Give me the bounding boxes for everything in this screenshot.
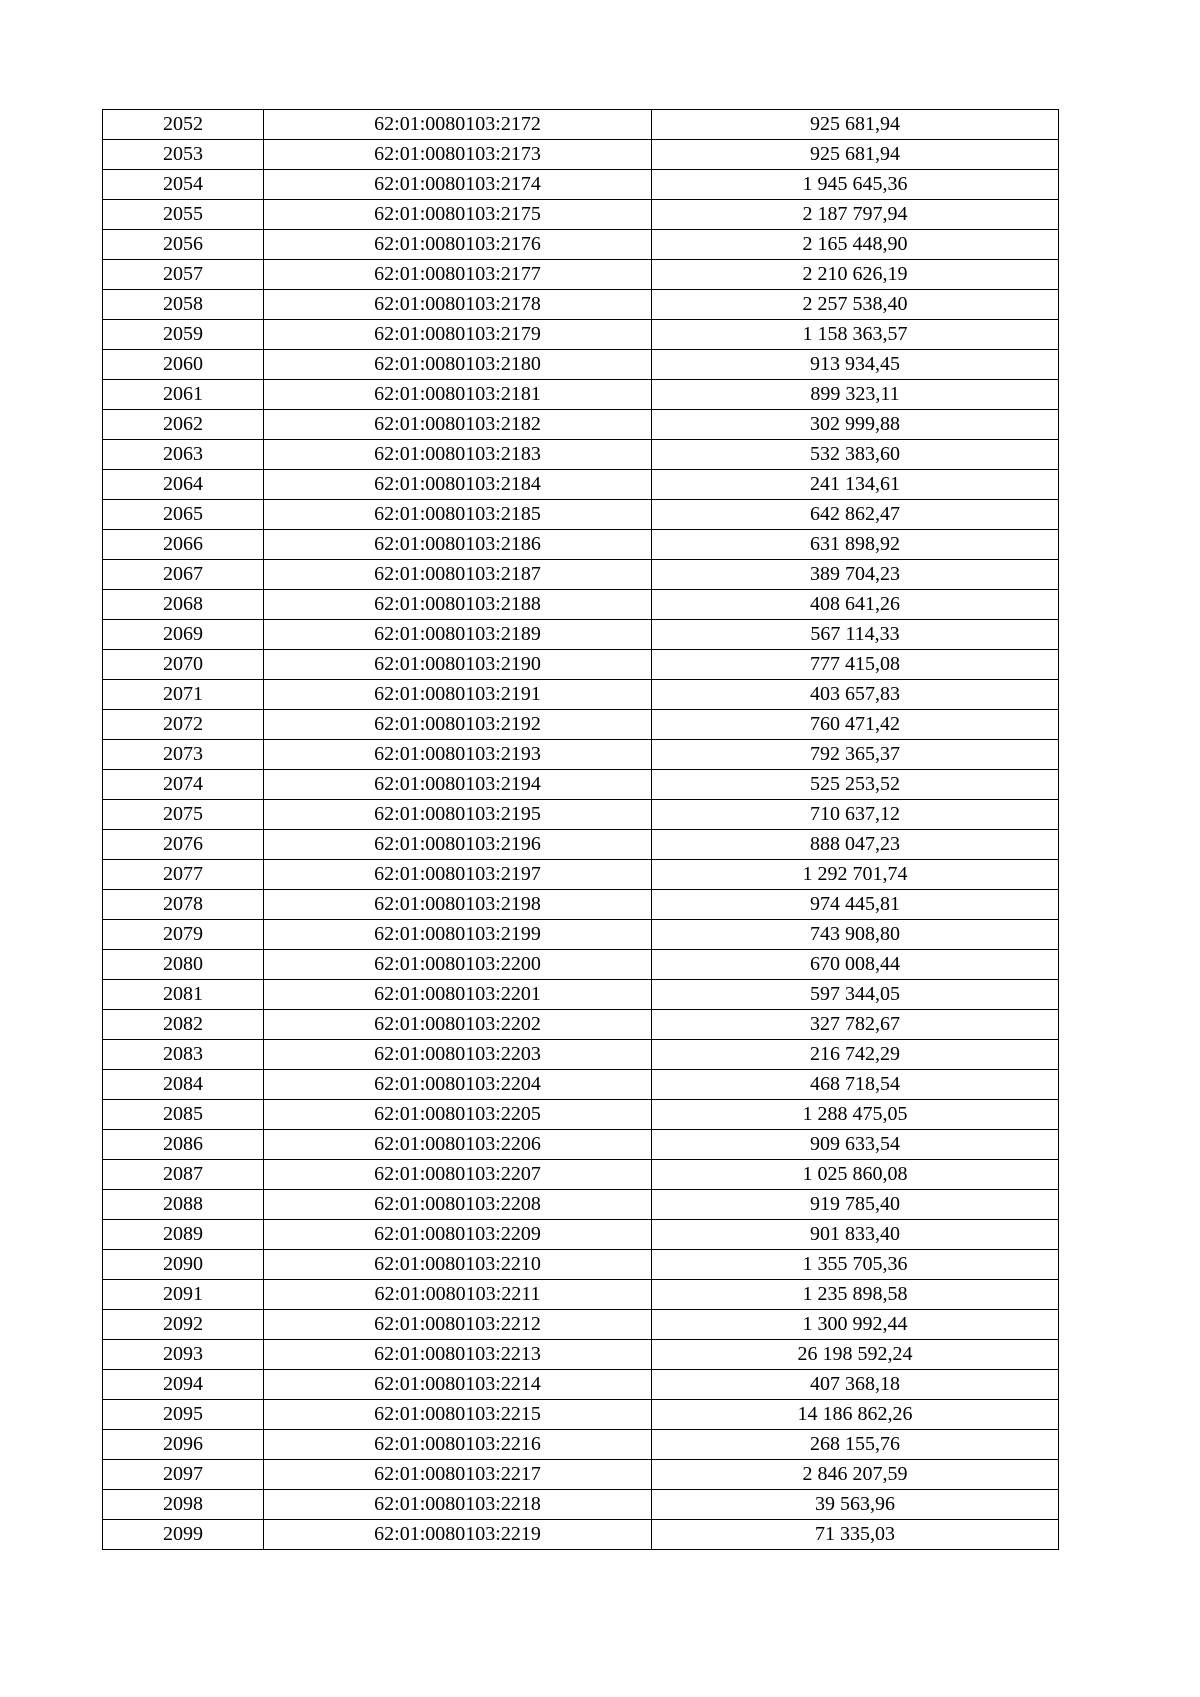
cadastral-number-cell: 62:01:0080103:2214: [264, 1370, 652, 1400]
table-row: [103, 1160, 1059, 1190]
cadastral-value-cell: 2 257 538,40: [652, 290, 1059, 320]
row-number-cell: 2072: [103, 710, 264, 740]
cadastral-number-cell: 62:01:0080103:2210: [264, 1250, 652, 1280]
cadastral-number-cell: 62:01:0080103:2172: [264, 110, 652, 140]
cadastral-value-cell: 532 383,60: [652, 440, 1059, 470]
cadastral-value-cell: 408 641,26: [652, 590, 1059, 620]
cadastral-number-cell: 62:01:0080103:2175: [264, 200, 652, 230]
table-row: [103, 260, 1059, 290]
cadastral-value-cell: 1 945 645,36: [652, 170, 1059, 200]
cadastral-number-cell: 62:01:0080103:2180: [264, 350, 652, 380]
cadastral-value-cell: 71 335,03: [652, 1520, 1059, 1550]
table-row: [103, 1340, 1059, 1370]
table-row: [103, 1040, 1059, 1070]
row-number-cell: 2061: [103, 380, 264, 410]
table-row: [103, 920, 1059, 950]
cadastral-number-cell: 62:01:0080103:2197: [264, 860, 652, 890]
cadastral-value-cell: 2 846 207,59: [652, 1460, 1059, 1490]
row-number-cell: 2084: [103, 1070, 264, 1100]
cadastral-number-cell: 62:01:0080103:2194: [264, 770, 652, 800]
cadastral-value-cell: 1 158 363,57: [652, 320, 1059, 350]
table-row: [103, 770, 1059, 800]
cadastral-value-cell: 777 415,08: [652, 650, 1059, 680]
cadastral-value-cell: 925 681,94: [652, 140, 1059, 170]
row-number-cell: 2071: [103, 680, 264, 710]
cadastral-value-cell: 26 198 592,24: [652, 1340, 1059, 1370]
cadastral-number-cell: 62:01:0080103:2184: [264, 470, 652, 500]
cadastral-number-cell: 62:01:0080103:2192: [264, 710, 652, 740]
cadastral-number-cell: 62:01:0080103:2190: [264, 650, 652, 680]
row-number-cell: 2059: [103, 320, 264, 350]
cadastral-value-cell: 743 908,80: [652, 920, 1059, 950]
row-number-cell: 2066: [103, 530, 264, 560]
cadastral-number-cell: 62:01:0080103:2173: [264, 140, 652, 170]
row-number-cell: 2076: [103, 830, 264, 860]
cadastral-value-cell: 913 934,45: [652, 350, 1059, 380]
cadastral-value-cell: 216 742,29: [652, 1040, 1059, 1070]
row-number-cell: 2082: [103, 1010, 264, 1040]
cadastral-value-cell: 567 114,33: [652, 620, 1059, 650]
table-row: [103, 200, 1059, 230]
row-number-cell: 2067: [103, 560, 264, 590]
cadastral-number-cell: 62:01:0080103:2203: [264, 1040, 652, 1070]
cadastral-value-cell: 39 563,96: [652, 1490, 1059, 1520]
row-number-cell: 2087: [103, 1160, 264, 1190]
table-row: [103, 470, 1059, 500]
table-row: [103, 1130, 1059, 1160]
cadastral-number-cell: 62:01:0080103:2178: [264, 290, 652, 320]
cadastral-number-cell: 62:01:0080103:2174: [264, 170, 652, 200]
cadastral-number-cell: 62:01:0080103:2218: [264, 1490, 652, 1520]
table-row: [103, 230, 1059, 260]
cadastral-value-cell: 760 471,42: [652, 710, 1059, 740]
row-number-cell: 2083: [103, 1040, 264, 1070]
row-number-cell: 2088: [103, 1190, 264, 1220]
cadastral-number-cell: 62:01:0080103:2200: [264, 950, 652, 980]
row-number-cell: 2081: [103, 980, 264, 1010]
table-row: [103, 350, 1059, 380]
row-number-cell: 2062: [103, 410, 264, 440]
cadastral-number-cell: 62:01:0080103:2179: [264, 320, 652, 350]
row-number-cell: 2090: [103, 1250, 264, 1280]
cadastral-value-cell: 642 862,47: [652, 500, 1059, 530]
cadastral-number-cell: 62:01:0080103:2209: [264, 1220, 652, 1250]
row-number-cell: 2069: [103, 620, 264, 650]
row-number-cell: 2085: [103, 1100, 264, 1130]
table-row: [103, 1520, 1059, 1550]
row-number-cell: 2068: [103, 590, 264, 620]
row-number-cell: 2079: [103, 920, 264, 950]
row-number-cell: 2077: [103, 860, 264, 890]
cadastral-value-cell: 14 186 862,26: [652, 1400, 1059, 1430]
cadastral-number-cell: 62:01:0080103:2183: [264, 440, 652, 470]
cadastral-value-cell: 2 165 448,90: [652, 230, 1059, 260]
cadastral-value-cell: 2 210 626,19: [652, 260, 1059, 290]
cadastral-number-cell: 62:01:0080103:2213: [264, 1340, 652, 1370]
cadastral-number-cell: 62:01:0080103:2187: [264, 560, 652, 590]
cadastral-number-cell: 62:01:0080103:2186: [264, 530, 652, 560]
row-number-cell: 2086: [103, 1130, 264, 1160]
table-row: [103, 170, 1059, 200]
cadastral-value-cell: 974 445,81: [652, 890, 1059, 920]
row-number-cell: 2070: [103, 650, 264, 680]
table-row: [103, 1460, 1059, 1490]
row-number-cell: 2073: [103, 740, 264, 770]
row-number-cell: 2054: [103, 170, 264, 200]
cadastral-number-cell: 62:01:0080103:2211: [264, 1280, 652, 1310]
cadastral-value-cell: 525 253,52: [652, 770, 1059, 800]
cadastral-number-cell: 62:01:0080103:2217: [264, 1460, 652, 1490]
table-row: [103, 1190, 1059, 1220]
table-row: [103, 860, 1059, 890]
row-number-cell: 2093: [103, 1340, 264, 1370]
cadastral-number-cell: 62:01:0080103:2215: [264, 1400, 652, 1430]
cadastral-value-cell: 268 155,76: [652, 1430, 1059, 1460]
cadastral-value-cell: 327 782,67: [652, 1010, 1059, 1040]
cadastral-number-cell: 62:01:0080103:2188: [264, 590, 652, 620]
table-row: [103, 380, 1059, 410]
table-row: [103, 110, 1059, 140]
row-number-cell: 2091: [103, 1280, 264, 1310]
row-number-cell: 2063: [103, 440, 264, 470]
row-number-cell: 2096: [103, 1430, 264, 1460]
cadastral-number-cell: 62:01:0080103:2199: [264, 920, 652, 950]
cadastral-value-cell: 670 008,44: [652, 950, 1059, 980]
cadastral-number-cell: 62:01:0080103:2191: [264, 680, 652, 710]
table-row: [103, 1070, 1059, 1100]
cadastral-number-cell: 62:01:0080103:2189: [264, 620, 652, 650]
table-row: [103, 1280, 1059, 1310]
row-number-cell: 2074: [103, 770, 264, 800]
table-row: [103, 1010, 1059, 1040]
table-row: [103, 560, 1059, 590]
cadastral-value-cell: 302 999,88: [652, 410, 1059, 440]
table-row: [103, 1370, 1059, 1400]
table-row: [103, 980, 1059, 1010]
row-number-cell: 2057: [103, 260, 264, 290]
row-number-cell: 2065: [103, 500, 264, 530]
table-row: [103, 410, 1059, 440]
cadastral-value-table: [102, 109, 1059, 1550]
cadastral-value-cell: 909 633,54: [652, 1130, 1059, 1160]
table-row: [103, 1310, 1059, 1340]
table-row: [103, 440, 1059, 470]
cadastral-value-cell: 597 344,05: [652, 980, 1059, 1010]
table-row: [103, 1220, 1059, 1250]
cadastral-value-cell: 468 718,54: [652, 1070, 1059, 1100]
table-row: [103, 500, 1059, 530]
cadastral-value-cell: 389 704,23: [652, 560, 1059, 590]
row-number-cell: 2080: [103, 950, 264, 980]
table-row: [103, 890, 1059, 920]
cadastral-number-cell: 62:01:0080103:2204: [264, 1070, 652, 1100]
cadastral-value-cell: 1 292 701,74: [652, 860, 1059, 890]
cadastral-value-cell: 407 368,18: [652, 1370, 1059, 1400]
row-number-cell: 2078: [103, 890, 264, 920]
table-row: [103, 710, 1059, 740]
table-row: [103, 1430, 1059, 1460]
cadastral-value-cell: 919 785,40: [652, 1190, 1059, 1220]
cadastral-number-cell: 62:01:0080103:2176: [264, 230, 652, 260]
row-number-cell: 2060: [103, 350, 264, 380]
cadastral-value-cell: 1 355 705,36: [652, 1250, 1059, 1280]
cadastral-number-cell: 62:01:0080103:2195: [264, 800, 652, 830]
cadastral-number-cell: 62:01:0080103:2219: [264, 1520, 652, 1550]
table-row: [103, 1100, 1059, 1130]
row-number-cell: 2092: [103, 1310, 264, 1340]
table-row: [103, 290, 1059, 320]
cadastral-value-cell: 2 187 797,94: [652, 200, 1059, 230]
table-row: [103, 530, 1059, 560]
cadastral-number-cell: 62:01:0080103:2212: [264, 1310, 652, 1340]
table-row: [103, 950, 1059, 980]
cadastral-value-cell: 710 637,12: [652, 800, 1059, 830]
row-number-cell: 2098: [103, 1490, 264, 1520]
row-number-cell: 2097: [103, 1460, 264, 1490]
cadastral-value-cell: 1 300 992,44: [652, 1310, 1059, 1340]
cadastral-value-cell: 888 047,23: [652, 830, 1059, 860]
cadastral-number-cell: 62:01:0080103:2181: [264, 380, 652, 410]
cadastral-number-cell: 62:01:0080103:2196: [264, 830, 652, 860]
cadastral-number-cell: 62:01:0080103:2207: [264, 1160, 652, 1190]
cadastral-number-cell: 62:01:0080103:2216: [264, 1430, 652, 1460]
cadastral-value-cell: 1 235 898,58: [652, 1280, 1059, 1310]
table-row: [103, 320, 1059, 350]
table-row: [103, 1250, 1059, 1280]
table-row: [103, 740, 1059, 770]
row-number-cell: 2053: [103, 140, 264, 170]
table-body: [103, 110, 1059, 1550]
row-number-cell: 2094: [103, 1370, 264, 1400]
table-row: [103, 800, 1059, 830]
row-number-cell: 2052: [103, 110, 264, 140]
cadastral-number-cell: 62:01:0080103:2198: [264, 890, 652, 920]
cadastral-value-cell: 925 681,94: [652, 110, 1059, 140]
row-number-cell: 2095: [103, 1400, 264, 1430]
cadastral-value-cell: 1 288 475,05: [652, 1100, 1059, 1130]
table-row: [103, 1400, 1059, 1430]
cadastral-number-cell: 62:01:0080103:2208: [264, 1190, 652, 1220]
cadastral-value-cell: 901 833,40: [652, 1220, 1059, 1250]
table-row: [103, 1490, 1059, 1520]
row-number-cell: 2055: [103, 200, 264, 230]
cadastral-value-cell: 1 025 860,08: [652, 1160, 1059, 1190]
row-number-cell: 2058: [103, 290, 264, 320]
row-number-cell: 2099: [103, 1520, 264, 1550]
cadastral-value-cell: 899 323,11: [652, 380, 1059, 410]
cadastral-number-cell: 62:01:0080103:2193: [264, 740, 652, 770]
row-number-cell: 2064: [103, 470, 264, 500]
cadastral-value-cell: 631 898,92: [652, 530, 1059, 560]
cadastral-number-cell: 62:01:0080103:2182: [264, 410, 652, 440]
table-row: [103, 140, 1059, 170]
table-row: [103, 590, 1059, 620]
cadastral-value-cell: 792 365,37: [652, 740, 1059, 770]
row-number-cell: 2089: [103, 1220, 264, 1250]
cadastral-number-cell: 62:01:0080103:2177: [264, 260, 652, 290]
cadastral-number-cell: 62:01:0080103:2206: [264, 1130, 652, 1160]
table-row: [103, 830, 1059, 860]
cadastral-number-cell: 62:01:0080103:2201: [264, 980, 652, 1010]
cadastral-number-cell: 62:01:0080103:2185: [264, 500, 652, 530]
table-row: [103, 650, 1059, 680]
cadastral-number-cell: 62:01:0080103:2205: [264, 1100, 652, 1130]
cadastral-value-cell: 403 657,83: [652, 680, 1059, 710]
cadastral-value-cell: 241 134,61: [652, 470, 1059, 500]
table-row: [103, 680, 1059, 710]
row-number-cell: 2056: [103, 230, 264, 260]
table-row: [103, 620, 1059, 650]
cadastral-number-cell: 62:01:0080103:2202: [264, 1010, 652, 1040]
row-number-cell: 2075: [103, 800, 264, 830]
